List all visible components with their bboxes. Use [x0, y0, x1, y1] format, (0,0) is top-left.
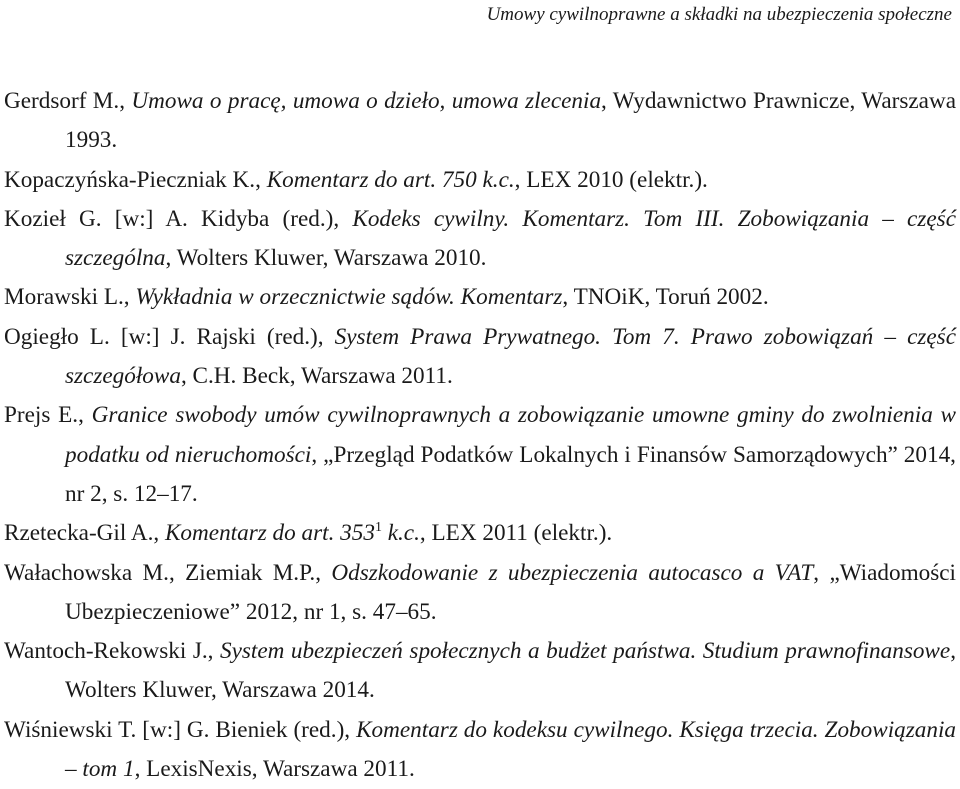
entry-publication: , Wolters Kluwer, Warszawa 2010.	[165, 245, 487, 272]
bibliography-entry	[4, 161, 956, 200]
bibliography-entry	[4, 82, 956, 161]
bibliography-entry	[4, 278, 956, 317]
entry-title: System Prawa Prywatnego. Tom 7. Prawo zobowiązań – część szczegółowa	[65, 323, 956, 390]
entry-publication: , LEX 2011 (elektr.).	[419, 520, 613, 547]
entry-title-suffix: k.c.	[381, 520, 420, 547]
entry-publication: , „Wiadomości Ubezpieczeniowe” 2012, nr 1, s. 47–65.	[65, 559, 956, 625]
entry-publication: , LEX 2010 (elektr.).	[514, 166, 708, 193]
bibliography-entry	[4, 318, 956, 397]
entry-author: Wałachowska M., Ziemiak M.P.,	[4, 559, 332, 586]
entry-title: Komentarz do art. 750 k.c.	[266, 166, 515, 193]
entry-author: Morawski L.,	[4, 284, 136, 311]
entry-author: Rzetecka-Gil A.,	[4, 520, 165, 547]
entry-author: Ogiegło L. [w:] J. Rajski (red.),	[4, 323, 335, 350]
entry-publication: , C.H. Beck, Warszawa 2011.	[180, 363, 453, 390]
bibliography-entry	[4, 396, 956, 514]
bibliography-entry	[4, 554, 956, 633]
running-header: Umowy cywilnoprawne a składki na ubezpieczenia społeczne	[486, 4, 952, 25]
entry-publication: , „Przegląd Podatków Lokalnych i Finansów Samorządowych” 2014, nr 2, s. 12–17.	[65, 441, 956, 507]
entry-title: Granice swobody umów cywilnoprawnych a zobowiązanie umowne gminy do zwolnienia w podatku od nieruchomości	[65, 402, 956, 468]
entry-title-superscript: 1	[374, 520, 382, 536]
entry-publication: , LexisNexis, Warszawa 2011.	[134, 756, 415, 783]
bibliography-list	[4, 82, 956, 789]
entry-title: Odszkodowanie z ubezpieczenia autocasco a VAT	[331, 559, 814, 586]
entry-title: System ubezpieczeń społecznych a budżet państwa. Studium prawnofinansowe	[219, 638, 951, 665]
bibliography-entry	[4, 200, 956, 279]
entry-title: Wykładnia w orzecznictwie sądów. Komentarz	[135, 284, 563, 311]
entry-publication: , Wolters Kluwer, Warszawa 2014.	[65, 638, 956, 704]
entry-title: Kodeks cywilny. Komentarz. Tom III. Zobowiązania – część szczególna	[65, 205, 956, 272]
bibliography-entry	[4, 711, 956, 789]
entry-publication: , TNOiK, Toruń 2002.	[562, 284, 769, 311]
entry-publication: , Wydawnictwo Prawnicze, Warszawa 1993.	[65, 88, 956, 154]
entry-title: Komentarz do art. 353	[164, 520, 375, 547]
entry-author: Kopaczyńska-Pieczniak K.,	[4, 166, 267, 193]
entry-title: Umowa o pracę, umowa o dzieło, umowa zlecenia	[131, 88, 602, 114]
entry-author: Wiśniewski T. [w:] G. Bieniek (red.),	[4, 716, 357, 743]
entry-author: Wantoch-Rekowski J.,	[4, 638, 220, 665]
bibliography-entry	[4, 514, 956, 553]
entry-author: Prejs E.,	[4, 402, 92, 429]
entry-author: Kozieł G. [w:] A. Kidyba (red.),	[4, 205, 353, 232]
bibliography-entry	[4, 632, 956, 711]
entry-author: Gerdsorf M.,	[4, 88, 132, 114]
entry-title: Komentarz do kodeksu cywilnego. Księga trzecia. Zobowiązania – tom 1	[65, 716, 956, 783]
